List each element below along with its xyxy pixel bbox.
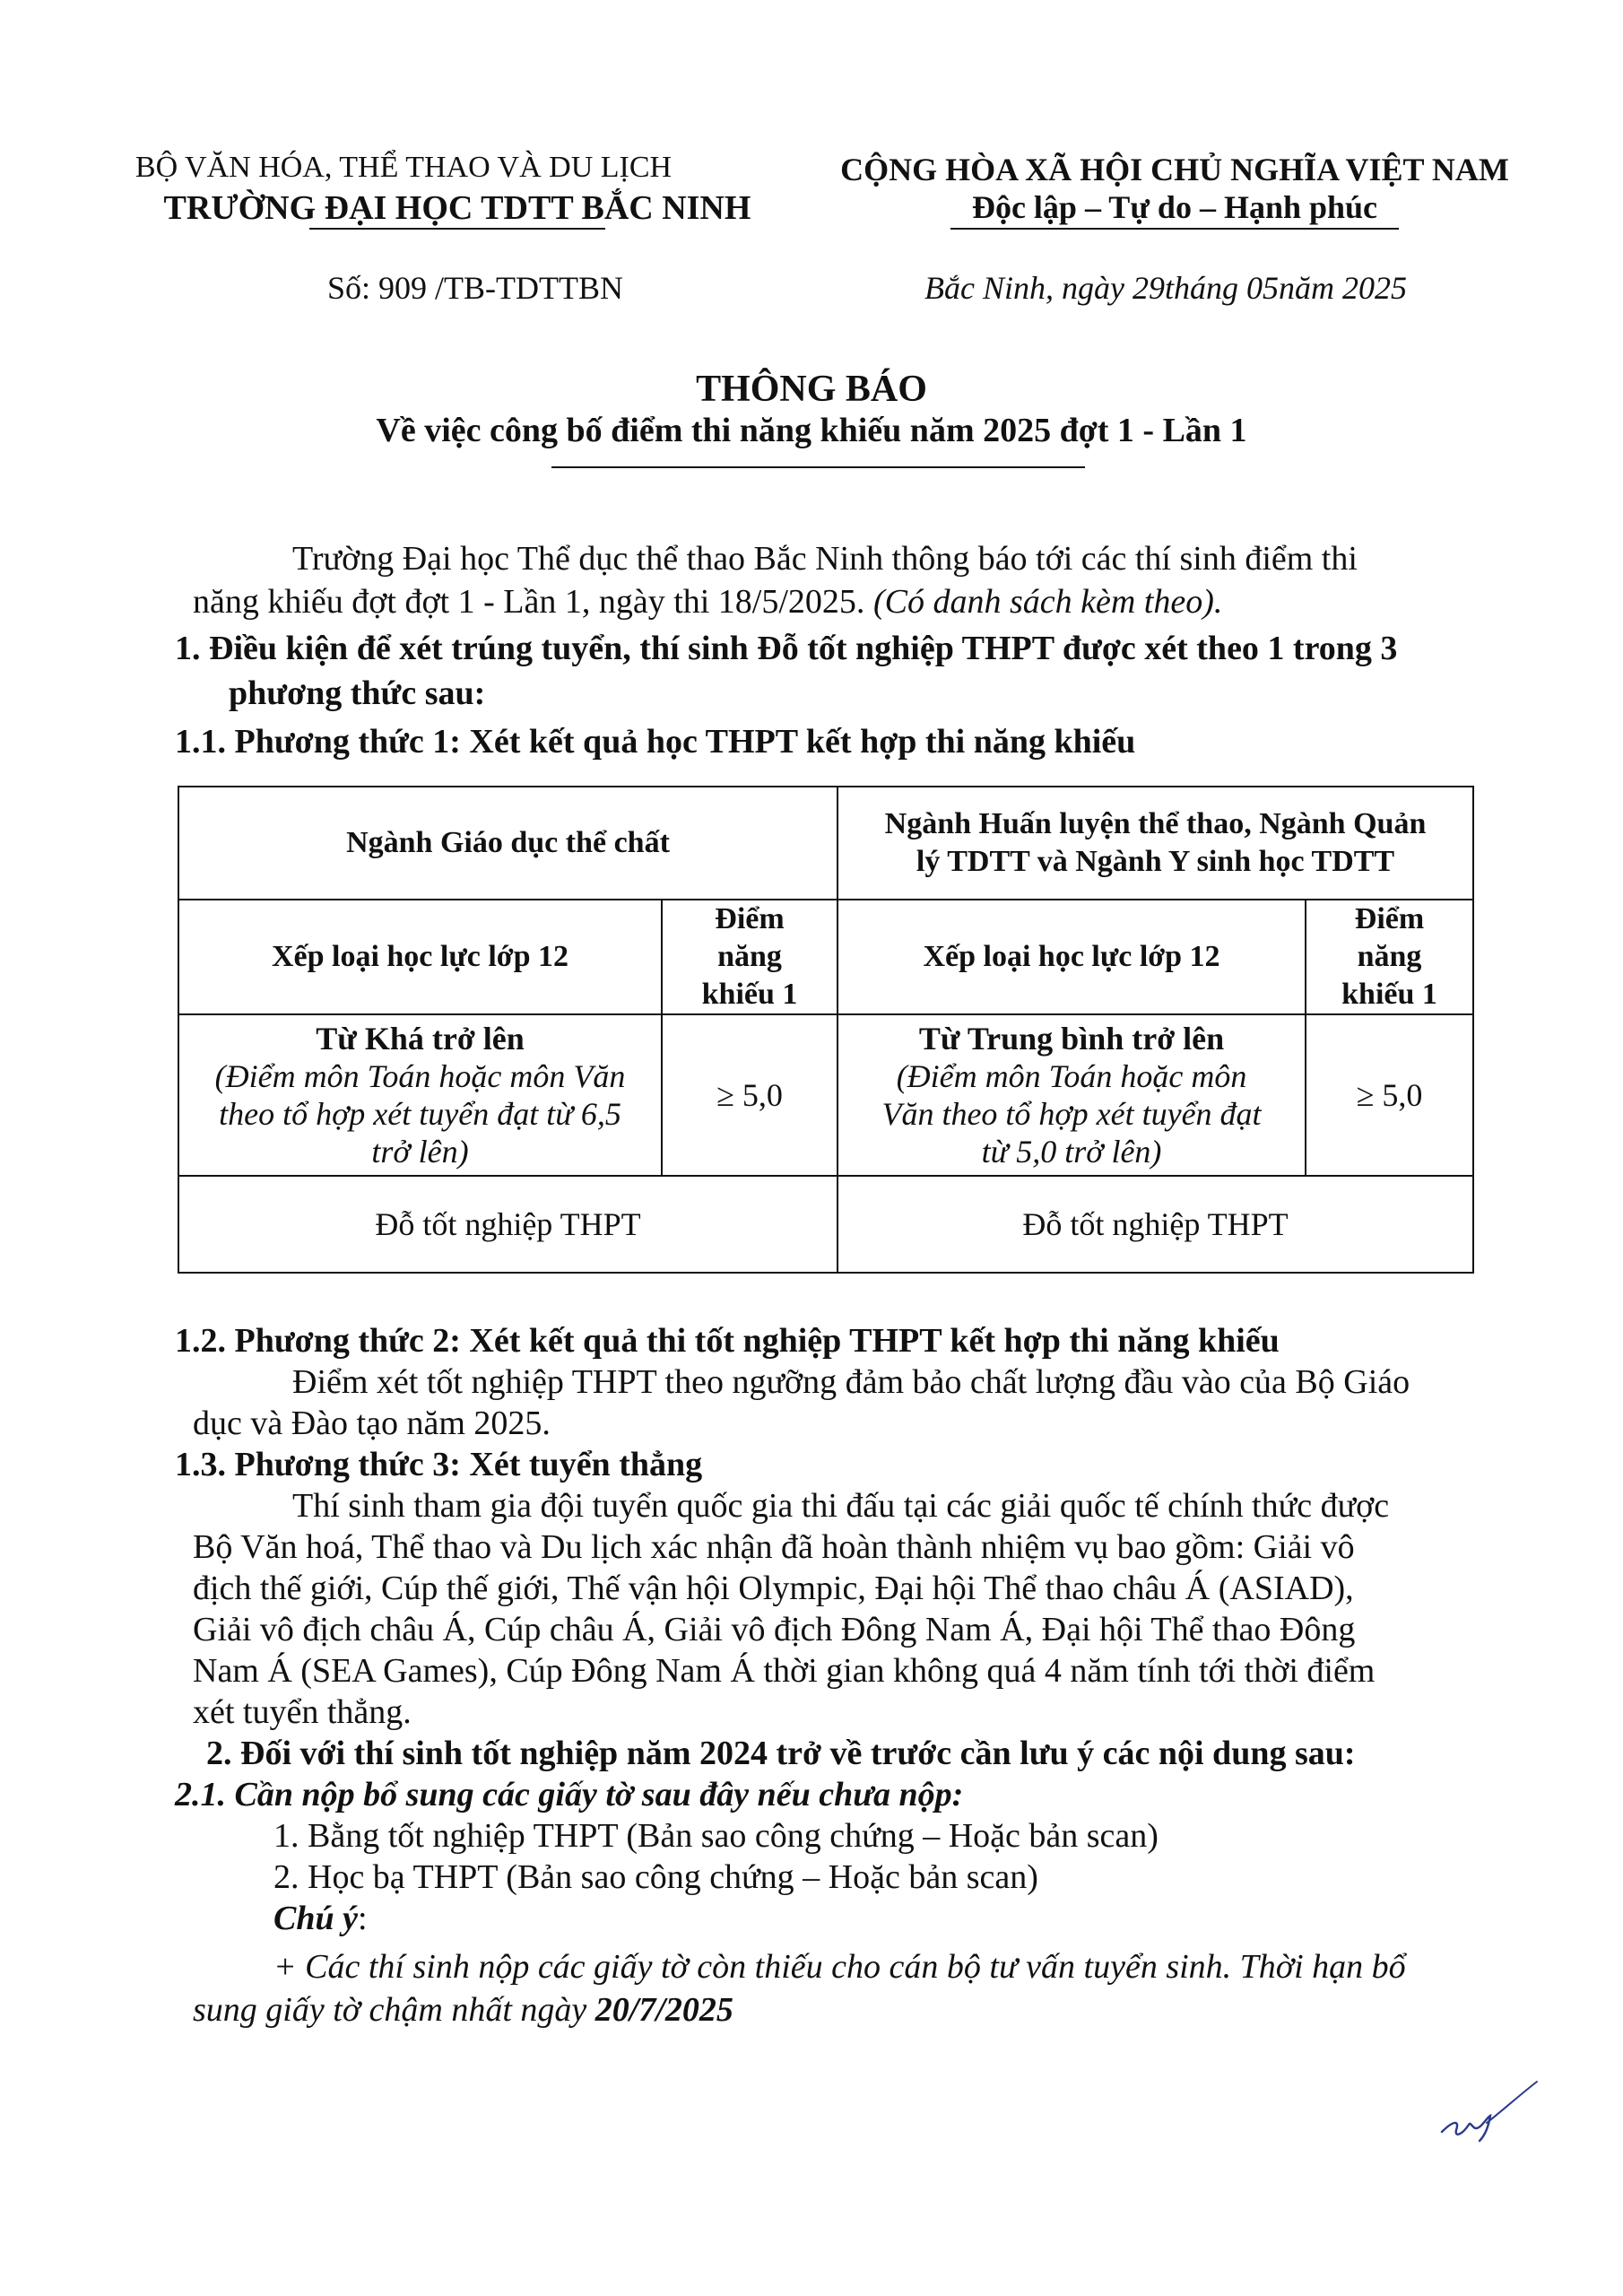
intro-line-2-text: năng khiếu đợt đợt 1 - Lần 1, ngày thi 18/5/2025. [193,583,873,621]
rank-right-note-3: từ 5,0 trở lên) [981,1134,1162,1170]
score-header-line-2: năng [717,940,782,973]
rank-left-note-2: theo tổ hợp xét tuyển đạt từ 6,5 [219,1096,621,1132]
graduation-requirement-right: Đỗ tốt nghiệp THPT [838,1176,1473,1273]
score-header-line-3: khiếu 1 [1341,978,1437,1011]
method-3-line-3: địch thế giới, Cúp thế giới, Thế vận hội Olympic, Đại hội Thể thao châu Á (ASIAD), [193,1570,1354,1607]
ministry-name: BỘ VĂN HÓA, THỂ THAO VÀ DU LỊCH [135,151,673,184]
section-2-heading: 2. Đối với thí sinh tốt nghiệp năm 2024 trở về trước cần lưu ý các nội dung sau: [206,1735,1356,1772]
score-threshold-right: ≥ 5,0 [1306,1014,1473,1176]
col-header-rank-left: Xếp loại học lực lớp 12 [178,900,662,1014]
place-and-date: Bắc Ninh, ngày 29tháng 05năm 2025 [924,270,1407,306]
rank-right-note-2: Văn theo tổ hợp xét tuyển đạt [881,1096,1262,1132]
school-name: TRƯỜNG ĐẠI HỌC TDTT BẮC NINH [163,189,751,227]
rank-right: Từ Trung bình trở lên [918,1021,1225,1057]
section-2-1-heading: 2.1. Cần nộp bổ sung các giấy tờ sau đây nếu chưa nộp: [175,1776,964,1813]
national-motto: Độc lập – Tự do – Hạnh phúc [971,189,1378,225]
deadline-date: 20/7/2025 [595,1991,733,2029]
table-row [178,787,1473,900]
method-1-heading: 1.1. Phương thức 1: Xét kết quả học THPT kết hợp thi năng khiếu [175,723,1136,761]
group-physical-education: Ngành Giáo dục thể chất [178,787,838,900]
document-item-2: 2. Học bạ THPT (Bản sao công chứng – Hoặc bản scan) [273,1858,1038,1896]
note-label-colon: : [357,1900,368,1937]
intro-line-2 [193,581,1222,622]
col-header-rank-right: Xếp loại học lực lớp 12 [838,900,1306,1014]
rank-left-note-3: trở lên) [371,1134,469,1170]
graduation-requirement-left: Đỗ tốt nghiệp THPT [178,1176,838,1273]
motto-underline [950,228,1399,230]
handwritten-initial-signature [1435,2076,1542,2148]
republic-name: CỘNG HÒA XÃ HỘI CHỦ NGHĨA VIỆT NAM [840,152,1509,187]
document-item-1: 1. Bằng tốt nghiệp THPT (Bản sao công chứng – Hoặc bản scan) [273,1817,1159,1855]
note-line-2 [193,1989,733,2031]
notice-title: THÔNG BÁO [696,369,927,410]
note-label-text: Chú ý [273,1900,358,1937]
score-header-line-1: Điểm [1354,902,1425,935]
rank-left: Từ Khá trở lên [316,1021,525,1057]
group-right-line-1: Ngành Huấn luyện thể thao, Ngành Quản [884,807,1427,840]
method-3-line-2: Bộ Văn hoá, Thể thao và Du lịch xác nhận đã hoàn thành nhiệm vụ bao gồm: Giải vô [193,1528,1355,1566]
table-row [178,900,1473,1014]
method-3-line-1: Thí sinh tham gia đội tuyển quốc gia thi đấu tại các giải quốc tế chính thức được [292,1487,1390,1525]
method-2-line-1: Điểm xét tốt nghiệp THPT theo ngưỡng đảm bảo chất lượng đầu vào của Bộ Giáo [292,1363,1410,1401]
section-1-heading-cont: phương thức sau: [229,674,486,712]
note-label [273,1898,368,1939]
method-3-heading: 1.3. Phương thức 3: Xét tuyển thẳng [175,1446,703,1483]
rank-requirement-left [178,1014,662,1176]
col-header-score-right [1306,900,1473,1014]
table-row [178,1176,1473,1273]
rank-requirement-right [838,1014,1306,1176]
col-header-score-left [662,900,838,1014]
document-number: Số: 909 /TB-TDTTBN [327,270,623,306]
score-header-line-1: Điểm [715,902,785,935]
method-2-heading: 1.2. Phương thức 2: Xét kết quả thi tốt nghiệp THPT kết hợp thi năng khiếu [175,1322,1280,1360]
score-header-line-2: năng [1357,940,1422,973]
rank-right-note-1: (Điểm môn Toán hoặc môn [896,1058,1247,1094]
notice-subtitle: Về việc công bố điểm thi năng khiếu năm 2025 đợt 1 - Lần 1 [376,412,1247,449]
method-2-line-2: dục và Đào tạo năm 2025. [193,1405,551,1442]
note-line-1: + Các thí sinh nộp các giấy tờ còn thiếu cho cán bộ tư vấn tuyển sinh. Thời hạn bổ [273,1948,1406,1986]
table-row [178,1014,1473,1176]
group-coaching-management-biomed [838,787,1473,900]
school-underline [309,228,605,230]
note-line-2-text: sung giấy tờ chậm nhất ngày [193,1991,595,2029]
score-header-line-3: khiếu 1 [701,978,798,1011]
method-3-line-4: Giải vô địch châu Á, Cúp châu Á, Giải vô địch Đông Nam Á, Đại hội Thể thao Đông [193,1611,1356,1648]
intro-line-1: Trường Đại học Thể dục thể thao Bắc Ninh thông báo tới các thí sinh điểm thi [292,540,1358,578]
rank-left-note-1: (Điểm môn Toán hoặc môn Văn [214,1058,626,1094]
score-threshold-left: ≥ 5,0 [662,1014,838,1176]
method-3-line-6: xét tuyển thẳng. [193,1693,412,1731]
group-right-line-2: lý TDTT và Ngành Y sinh học TDTT [916,845,1395,878]
method-3-line-5: Nam Á (SEA Games), Cúp Đông Nam Á thời gian không quá 4 năm tính tới thời điểm [193,1652,1376,1690]
admission-criteria-table [178,786,1474,1274]
subtitle-underline [551,466,1085,468]
section-1-heading: 1. Điều kiện để xét trúng tuyển, thí sinh Đỗ tốt nghiệp THPT được xét theo 1 trong 3 [175,630,1398,667]
intro-attachment-note: (Có danh sách kèm theo). [872,583,1223,621]
